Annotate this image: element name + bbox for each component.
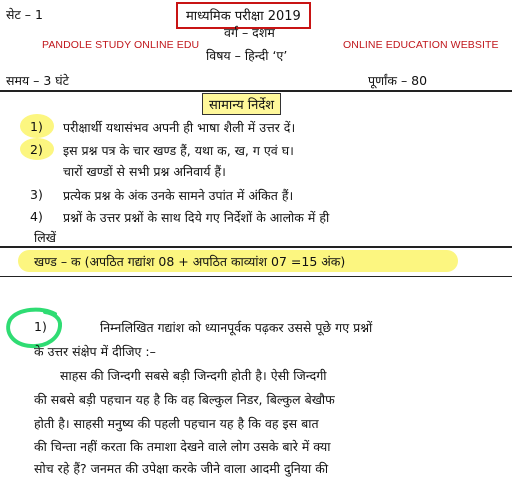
section-divider-top — [0, 246, 512, 248]
instruction-text: इस प्रश्न पत्र के चार खण्ड हैं, यथा क, ख, ग एवं घ। — [63, 143, 294, 158]
full-marks-label: पूर्णांक – 80 — [368, 73, 428, 88]
passage-line: की चिन्ता नहीं करता कि तमाशा देखने वाले लोग उसके बारे में क्या — [34, 439, 331, 454]
instruction-text: प्रश्नों के उत्तर प्रश्नों के साथ दिये गए निर्देशों के आलोक में ही — [63, 210, 330, 225]
set-label: सेट – 1 — [6, 7, 43, 22]
passage-line: की सबसे बड़ी पहचान यह है कि वह बिल्कुल निडर, बिल्कुल बेखौफ — [34, 392, 335, 407]
instruction-num: 2) — [30, 142, 43, 157]
exam-title: माध्यमिक परीक्षा 2019 — [176, 2, 311, 29]
passage-line: होती है। साहसी मनुष्य की पहली पहचान यह है कि वह इस बात — [34, 416, 319, 431]
instruction-text: परीक्षार्थी यथासंभव अपनी ही भाषा शैली में उत्तर दें। — [63, 120, 296, 135]
header-divider — [0, 90, 512, 92]
passage-line: सोच रहे हैं? जनमत की उपेक्षा करके जीने वाला आदमी दुनिया की — [34, 461, 329, 476]
section-heading: खण्ड – क (अपठित गद्यांश 08 + अपठित काव्यांश 07 =15 अंक) — [34, 254, 346, 269]
instruction-text: चारों खण्डों से सभी प्रश्न अनिवार्य हैं। — [63, 164, 226, 179]
time-label: समय – 3 घंटे — [6, 73, 69, 88]
question-prompt-line: निम्नलिखित गद्यांश को ध्यानपूर्वक पढ़कर उससे पूछे गए प्रश्नों — [100, 320, 373, 335]
section-divider-bottom — [0, 276, 512, 277]
instruction-text: लिखें — [34, 230, 56, 245]
instruction-num: 4) — [30, 209, 43, 224]
watermark-right: ONLINE EDUCATION WEBSITE — [343, 39, 499, 51]
question-number: 1) — [34, 319, 47, 334]
subject-label: विषय – हिन्दी ‘ए’ — [206, 48, 288, 63]
instruction-num: 1) — [30, 119, 43, 134]
class-label: वर्ग – दशम — [224, 25, 275, 40]
instruction-num: 3) — [30, 187, 43, 202]
question-prompt-line: के उत्तर संक्षेप में दीजिए :– — [34, 344, 156, 359]
watermark-left: PANDOLE STUDY ONLINE EDU — [42, 39, 200, 51]
instructions-title: सामान्य निर्देश — [202, 93, 281, 115]
passage-line: साहस की जिन्दगी सबसे बड़ी जिन्दगी होती है। ऐसी जिन्दगी — [60, 368, 327, 383]
instruction-text: प्रत्येक प्रश्न के अंक उनके सामने उपांत में अंकित हैं। — [63, 188, 294, 203]
